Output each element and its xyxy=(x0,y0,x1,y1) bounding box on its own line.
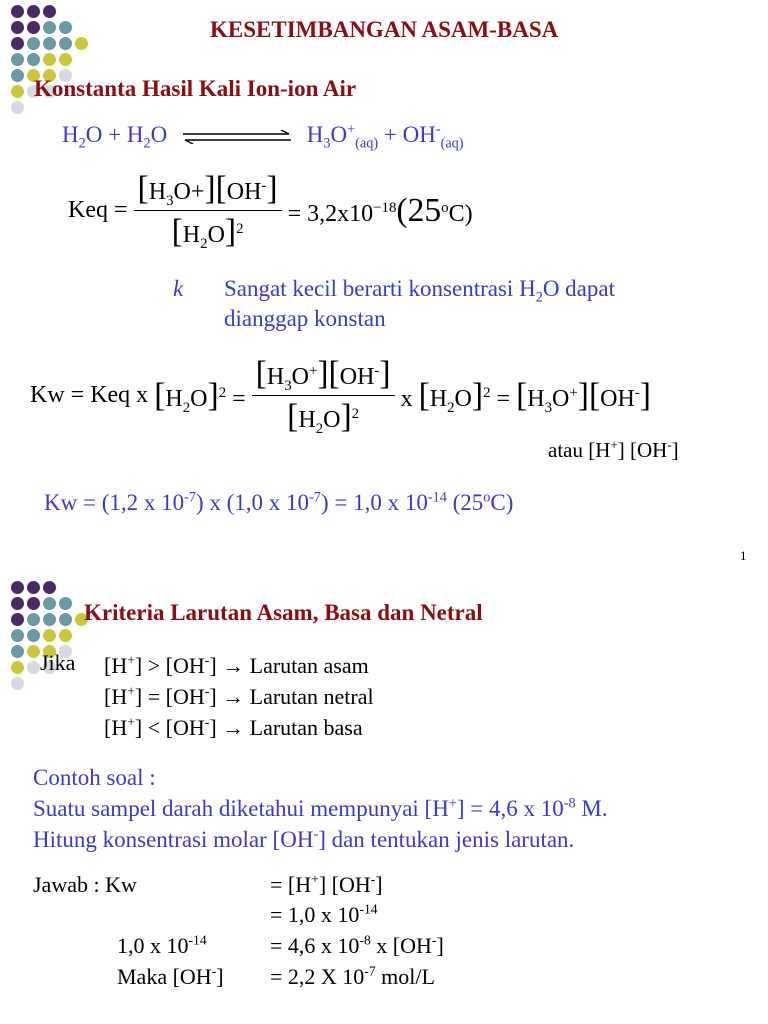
kw-alternative: atau [H+] [OH-] xyxy=(548,437,679,462)
decorative-dot xyxy=(27,37,40,50)
contoh-title: Contoh soal : xyxy=(33,765,156,790)
jika-label: Jika xyxy=(40,650,76,675)
decorative-dot xyxy=(27,53,40,66)
decorative-dot xyxy=(59,629,72,642)
contoh-line2: Hitung konsentrasi molar [OH-] dan tentukan jenis larutan. xyxy=(33,826,575,852)
kw-fraction: $\frac{[H_3O^+][OH^-]}{[H_2O]^2}$ xyxy=(252,355,395,436)
jawab-row4-right: = 2,2 X $10^{-7}$ mol/L xyxy=(270,963,435,989)
page-number: 1 xyxy=(740,548,747,563)
decorative-dot xyxy=(11,581,24,594)
decorative-dot xyxy=(43,37,56,50)
kw-value: Kw = (1,2 x $10^{-7}$) x (1,0 x $10^{-7}) = 1,0$ x $10^{-14}$ (25$^o$C) xyxy=(44,489,514,515)
keq-equation: Keq = $\frac{[H_3O+][OH^-]}{[H_2O]^2}$ = $3,2x10^{-18}(25^oC)$ xyxy=(68,170,473,252)
decorative-dot xyxy=(27,581,40,594)
decorative-dot xyxy=(11,37,24,50)
decorative-dot xyxy=(27,5,40,18)
contoh-line1: Suatu sampel darah diketahui mempunyai [H+] = 4,6 x $10^{-8}$ M. xyxy=(33,795,608,821)
decorative-dot xyxy=(11,53,24,66)
decorative-dot xyxy=(11,645,24,658)
decorative-dot xyxy=(43,21,56,34)
decorative-dot xyxy=(59,597,72,610)
decorative-dot xyxy=(11,597,24,610)
decorative-dot xyxy=(11,661,24,674)
decorative-dot xyxy=(11,101,24,114)
criteria-row-netral: [H+] = [OH-] → Larutan netral xyxy=(104,683,374,709)
decorative-dot xyxy=(59,613,72,626)
criteria-row-basa: [H+] < [OH-] → Larutan basa xyxy=(104,714,363,740)
kw-equation: Kw = Keq x $[H_2O]^2$ = $\frac{[H_3O^+][OH^-]}{[H_2O]^2}$ x $[H_2O]^2 = [H_3O^+][OH^-]$ xyxy=(30,355,651,437)
slide2-title: Kriteria Larutan Asam, Basa dan Netral xyxy=(84,600,483,625)
k-symbol: k xyxy=(173,276,184,301)
decorative-dot xyxy=(11,85,24,98)
decorative-dot xyxy=(43,629,56,642)
decorative-dot xyxy=(75,37,88,50)
jawab-row2: = 1,0 x $10^{-14}$ xyxy=(270,901,378,927)
decorative-dot xyxy=(43,5,56,18)
contoh-soal xyxy=(33,762,608,855)
decorative-dot xyxy=(59,53,72,66)
decorative-dot xyxy=(11,69,24,82)
jawab-row1: = [H+] [OH-] xyxy=(270,871,383,897)
decorative-dot xyxy=(11,21,24,34)
water-autoionization-reaction: $H_2O + H_2O$ $H_3O^+_{(aq)} + OH^-_{(aq)}$ xyxy=(62,121,464,152)
slide1-subtitle: Konstanta Hasil Kali Ion-ion Air xyxy=(34,76,357,101)
equilibrium-arrow-icon xyxy=(181,130,293,144)
decorative-dot xyxy=(43,597,56,610)
keq-label: Keq = xyxy=(68,197,128,223)
decorative-dot xyxy=(27,645,40,658)
decorative-dot xyxy=(27,21,40,34)
decorative-dot xyxy=(11,629,24,642)
decorative-dot xyxy=(59,21,72,34)
decorative-dot xyxy=(27,613,40,626)
decorative-dot xyxy=(11,677,24,690)
decorative-dot xyxy=(27,597,40,610)
jawab-row3-left: 1,0 x $10^{-14}$ xyxy=(117,932,207,958)
decorative-dot xyxy=(27,629,40,642)
decorative-dot xyxy=(59,37,72,50)
jawab-label: Jawab : Kw xyxy=(33,872,137,897)
criteria-list xyxy=(104,650,374,743)
keq-fraction: $\frac{[H_3O+][OH^-]}{[H_2O]^2}$ xyxy=(134,170,282,251)
k-note-line2: dianggap konstan xyxy=(224,306,386,331)
jawab-row4-left: Maka [OH-] xyxy=(117,963,224,989)
decorative-dot xyxy=(43,581,56,594)
k-note-line1: Sangat kecil berarti konsentrasi $H_2O$ dapat xyxy=(224,276,615,306)
decorative-dot xyxy=(11,613,24,626)
decorative-dot xyxy=(27,661,40,674)
decorative-dot xyxy=(43,53,56,66)
decorative-dot xyxy=(11,5,24,18)
slide1-title: KESETIMBANGAN ASAM-BASA xyxy=(210,17,559,42)
criteria-row-asam: [H+] > [OH-] → Larutan asam xyxy=(104,652,369,678)
decorative-dot xyxy=(43,613,56,626)
jawab-row3-right: = 4,6 x $10^{-8}$ x [OH-] xyxy=(270,932,444,958)
